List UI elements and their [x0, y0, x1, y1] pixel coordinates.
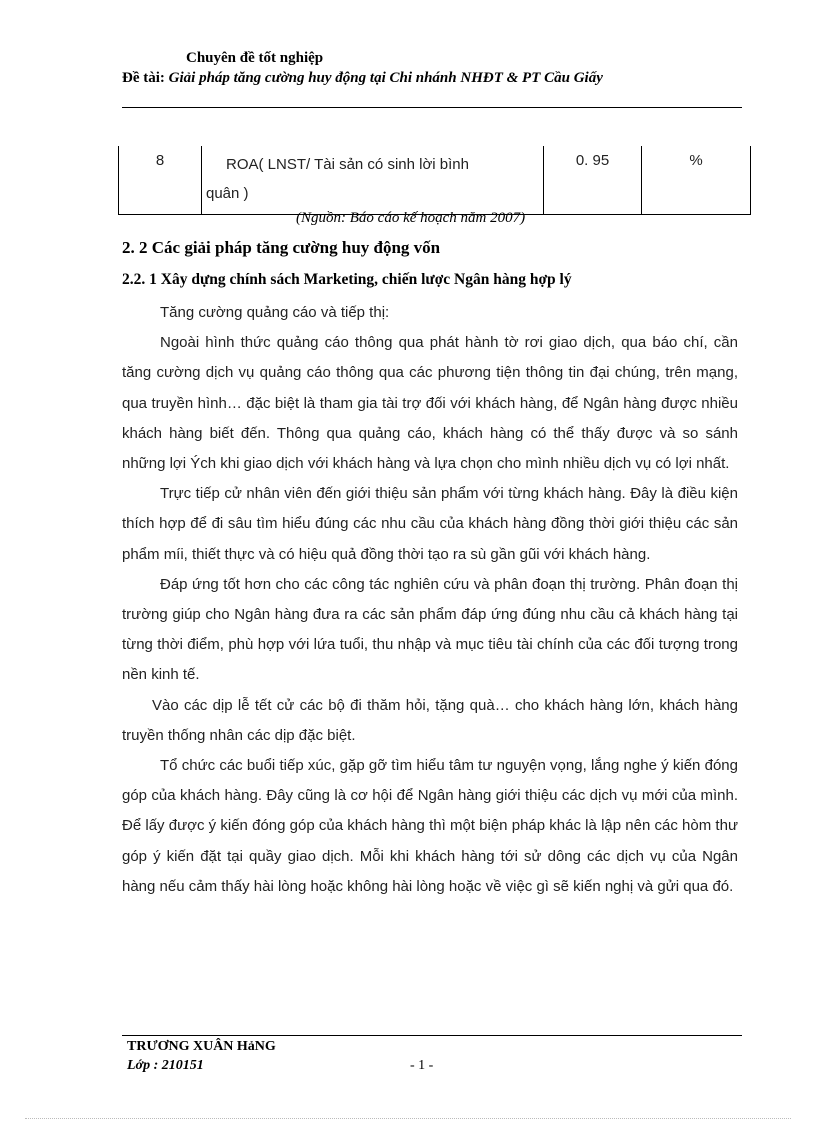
indicator-cell — [202, 146, 544, 215]
indicator-table — [118, 146, 751, 215]
subsection-heading: 2.2. 1 Xây dựng chính sách Marketing, chiến lược Ngân hàng hợp lý — [122, 271, 572, 288]
paragraph: Ngoài hình thức quảng cáo thông qua phát hành tờ rơi giao dịch, qua báo chí, cần tăng cường dịch vụ quảng cáo thông qua các phương tiện thông tin đại chúng, trên mạng, qua truyền hình… đặc biệt là tham gia tài trợ đối với khách hàng, để Ngân hàng được nhiều khách hàng biết đến. Thông qua quảng cáo, khách hàng có thể thấy được và so sánh những lợi Ých khi giao dịch với khách hàng và lựa chọn cho mình nhiều dịch vụ có lợi nhất. — [122, 334, 738, 473]
footer-divider — [122, 1035, 742, 1036]
paragraph: Tăng cường quảng cáo và tiếp thị: — [160, 304, 390, 321]
row-number: 8 — [119, 146, 202, 215]
document-title: Chuyên đề tốt nghiệp — [186, 50, 324, 66]
topic-text: Giải pháp tăng cường huy động tại Chi nhánh NHĐT & PT Cầu Giấy — [168, 70, 603, 86]
class-label: Lớp : 210151 — [127, 1058, 204, 1073]
header-divider — [122, 107, 742, 108]
paragraph: Tổ chức các buổi tiếp xúc, gặp gỡ tìm hiểu tâm tư nguyện vọng, lắng nghe ý kiến đóng góp của khách hàng. Đây cũng là cơ hội để Ngân hàng giới thiệu các dịch vụ mới của mình. Để lấy được ý kiến đóng góp của khách hàng thì một biện pháp khác là lập nên các hòm thư góp ý kiến đặt tại quầy giao dịch. Mỗi khi khách hàng tới sử dông các dịch vụ của Ngân hàng nếu cảm thấy hài lòng hoặc không hài lòng hoặc về việc gì sẽ kiến nghị và gửi qua đó. — [122, 757, 738, 895]
table-row — [119, 146, 751, 215]
indicator-line-1: ROA( LNST/ Tài sản có sinh lời bình — [226, 156, 469, 173]
paragraph: Vào các dịp lễ tết cử các bộ đi thăm hỏi, tặng quà… cho khách hàng lớn, khách hàng truyền thống nhân các dịp đặc biệt. — [122, 696, 738, 744]
unit-cell: % — [642, 146, 751, 215]
paragraph: Đáp ứng tốt hơn cho các công tác nghiên cứu và phân đoạn thị trường. Phân đoạn thị trường giúp cho Ngân hàng đưa ra các sản phẩm đáp ứng đúng nhu cầu cả khách hàng tại từng thời điểm, phù hợp với lứa tuổi, thu nhập và mục tiêu tài chính của các đối tượng trong nền kinh tế. — [122, 575, 738, 684]
page-bottom-edge — [25, 1118, 791, 1119]
indicator-line-2: quân ) — [206, 185, 249, 202]
topic-line — [122, 70, 603, 87]
source-note: (Nguồn: Báo cáo kế hoạch năm 2007) — [296, 210, 526, 226]
body-text — [122, 298, 738, 902]
paragraph: Trực tiếp cử nhân viên đến giới thiệu sản phẩm với từng khách hàng. Đây là điều kiện thích hợp để đi sâu tìm hiểu đúng các nhu cầu của khách hàng đồng thời giới thiệu các sản phẩm míi, thiết thực và có hiệu quả đồng thời tạo ra sù gần gũi với khách hàng. — [122, 485, 738, 563]
page-number: - 1 - — [410, 1058, 434, 1073]
author-name: TRƯƠNG XUÂN HảNG — [127, 1039, 276, 1054]
value-cell: 0. 95 — [544, 146, 642, 215]
topic-label: Đề tài: — [122, 70, 169, 86]
section-heading: 2. 2 Các giải pháp tăng cường huy động vốn — [122, 238, 441, 257]
